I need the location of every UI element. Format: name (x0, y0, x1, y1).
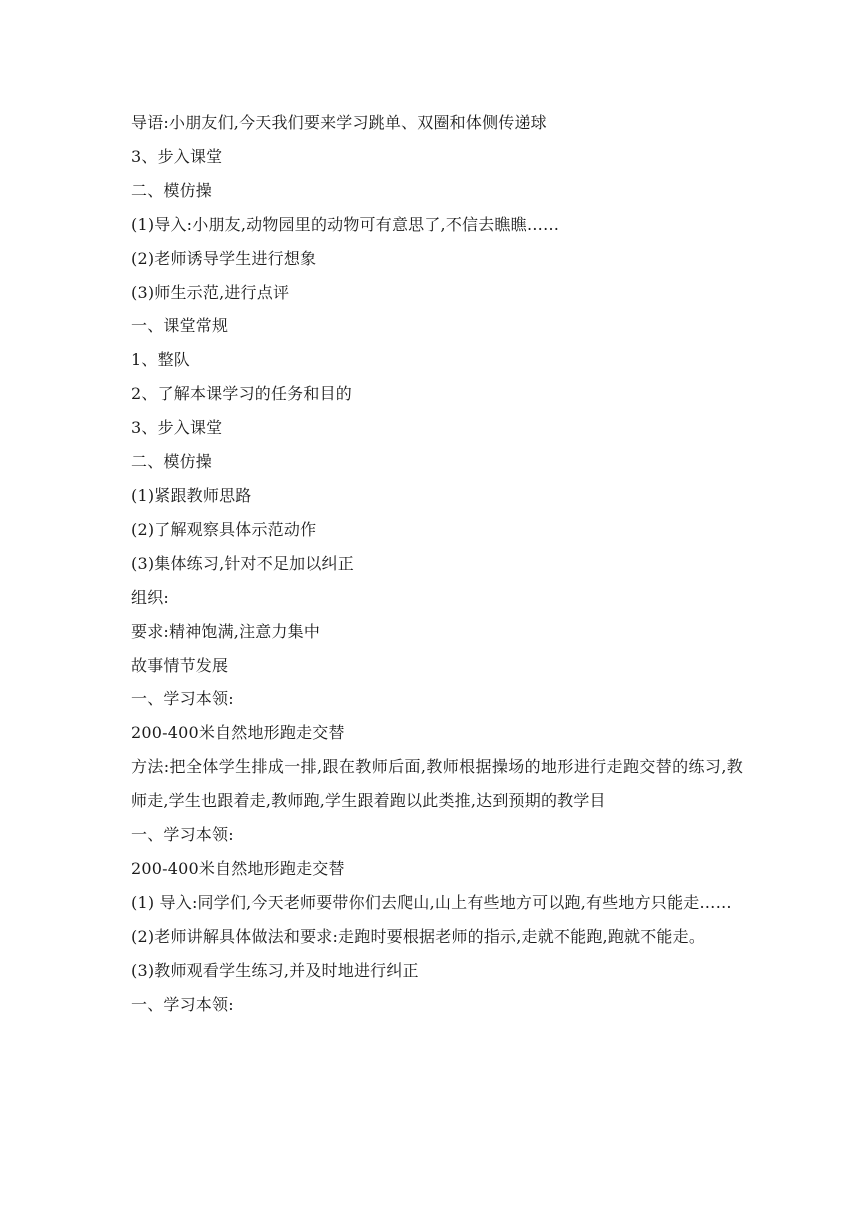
text-line: 1、整队 (131, 350, 190, 370)
text-line: (1)紧跟教师思路 (131, 485, 252, 505)
section-heading: 一、学习本领: (131, 689, 234, 709)
text-line: 要求:精神饱满,注意力集中 (131, 621, 321, 641)
text-line: 3、步入课堂 (131, 418, 223, 438)
text-line: (2)老师诱导学生进行想象 (131, 248, 317, 268)
text-line: 组织: (131, 587, 169, 607)
text-line: 200-400米自然地形跑走交替 (131, 723, 345, 743)
section-heading: 一、学习本领: (131, 994, 234, 1014)
section-heading: 一、学习本领: (131, 825, 234, 845)
text-line: 200-400米自然地形跑走交替 (131, 858, 345, 878)
text-line: 2、了解本课学习的任务和目的 (131, 384, 352, 404)
section-heading: 一、课堂常规 (131, 316, 229, 336)
text-line: 3、步入课堂 (131, 146, 223, 166)
text-line: (3)集体练习,针对不足加以纠正 (131, 553, 354, 573)
text-line: 导语:小朋友们,今天我们要来学习跳单、双圈和体侧传递球 (131, 113, 547, 132)
explain-paragraph: (2)老师讲解具体做法和要求:走跑时要根据老师的指示,走就不能跑,跑就不能走。 (131, 926, 706, 946)
method-paragraph: 方法:把全体学生排成一排,跟在教师后面,教师根据操场的地形进行走跑交替的练习,教师走,学生也跟着走,教师跑,学生跟着跑以此类推,达到预期的教学目 (131, 757, 743, 811)
intro-paragraph: (1) 导入:同学们,今天老师要带你们去爬山,山上有些地方可以跑,有些地方只能走…… (131, 892, 732, 912)
section-heading: 二、模仿操 (131, 452, 213, 472)
text-line: (1)导入:小朋友,动物园里的动物可有意思了,不信去瞧瞧…… (131, 214, 560, 234)
text-line: (2)了解观察具体示范动作 (131, 519, 317, 539)
document-body (131, 106, 743, 1021)
text-line: (3)师生示范,进行点评 (131, 282, 290, 302)
text-line: (3)教师观看学生练习,并及时地进行纠正 (131, 960, 419, 980)
section-heading: 二、模仿操 (131, 180, 213, 200)
text-line: 故事情节发展 (131, 655, 229, 675)
